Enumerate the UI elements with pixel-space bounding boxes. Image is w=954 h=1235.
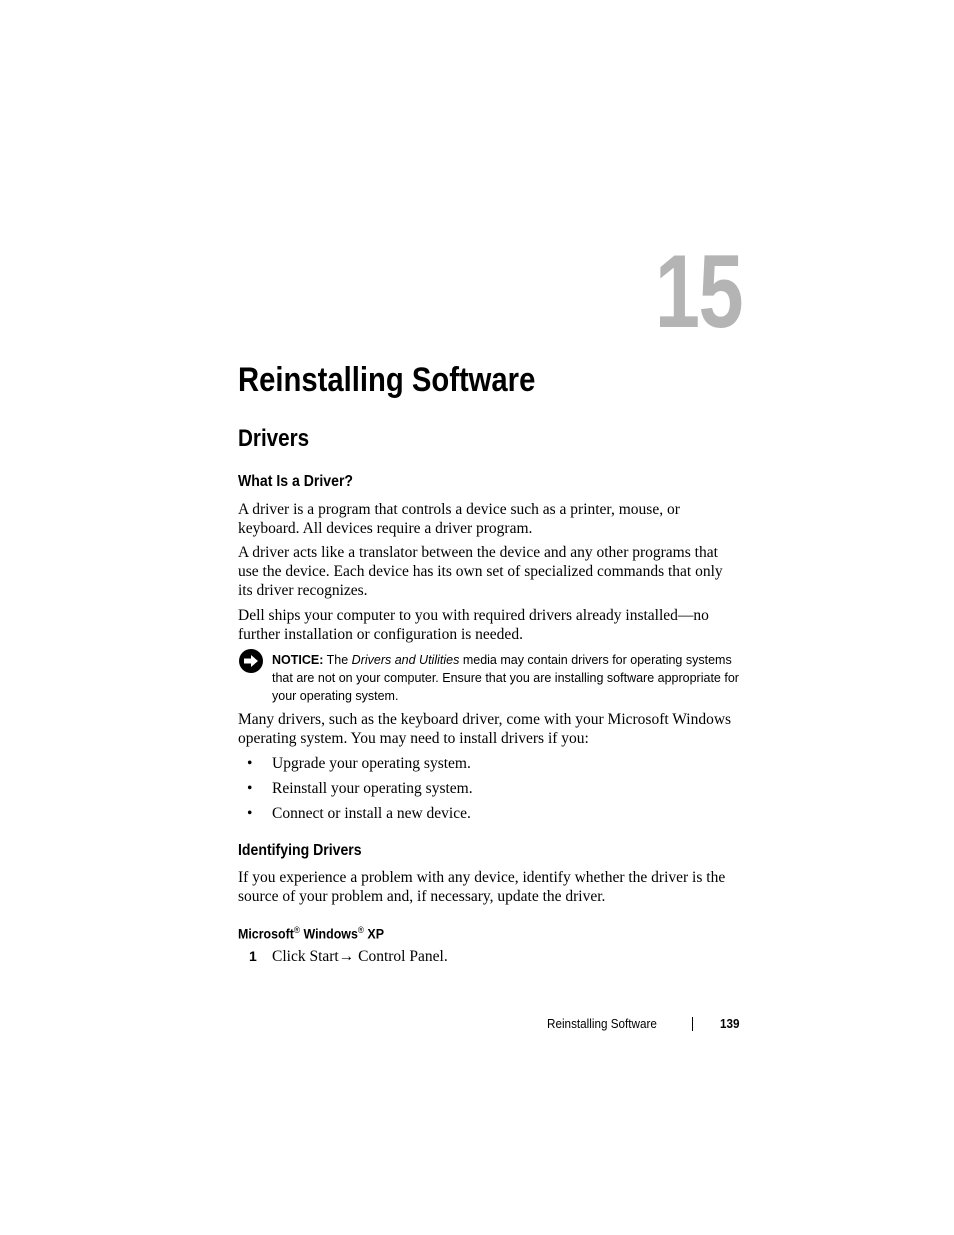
step-start: Start bbox=[309, 948, 339, 965]
notice-label: NOTICE: bbox=[272, 653, 324, 667]
step-arrow: → bbox=[338, 948, 355, 965]
windows-xp-subheading bbox=[238, 920, 384, 945]
paragraph-identifying: If you experience a problem with any device, identify whether the driver is the source of your problem and, if necessary, update the driver. bbox=[238, 869, 726, 905]
step-number: 1 bbox=[249, 948, 257, 964]
list-item: Upgrade your operating system. bbox=[272, 755, 471, 772]
subheading-xp: XP bbox=[367, 926, 385, 942]
notice-arrow-glyph bbox=[239, 649, 263, 673]
step-click: Click bbox=[272, 948, 306, 965]
bullet-marker: • bbox=[247, 805, 253, 822]
registered-mark: ® bbox=[293, 925, 300, 935]
step-period: . bbox=[443, 948, 448, 965]
step-text bbox=[272, 947, 448, 966]
notice-text-post: media may contain drivers for operating systems that are not on your computer. Ensure that you are installing software appropriate for your operating system. bbox=[272, 653, 739, 703]
bullet-marker: • bbox=[247, 755, 253, 772]
chapter-title: Reinstalling Software bbox=[238, 361, 536, 399]
notice-block bbox=[272, 651, 740, 705]
chapter-number: 15 bbox=[654, 234, 742, 350]
step-control-panel: Control Panel bbox=[358, 948, 444, 965]
what-is-driver-heading: What Is a Driver? bbox=[238, 473, 354, 490]
subheading-windows: Windows bbox=[303, 926, 358, 942]
paragraph-preinstalled: Dell ships your computer to you with required drivers already installed—no further installation or configuration is needed. bbox=[238, 607, 709, 643]
notice-arrow-icon bbox=[239, 649, 263, 673]
list-item: Reinstall your operating system. bbox=[272, 780, 473, 797]
registered-mark: ® bbox=[357, 925, 364, 935]
identifying-drivers-heading: Identifying Drivers bbox=[238, 842, 362, 859]
section-title: Drivers bbox=[238, 425, 310, 452]
bullet-marker: • bbox=[247, 780, 253, 797]
subheading-microsoft: Microsoft bbox=[238, 926, 294, 942]
paragraph-windows-drivers: Many drivers, such as the keyboard driver, come with your Microsoft Windows operating system. You may need to install drivers if you: bbox=[238, 711, 732, 747]
notice-text-pre: The bbox=[326, 653, 349, 667]
notice-text-italic: Drivers and Utilities bbox=[351, 653, 460, 667]
footer-title: Reinstalling Software bbox=[547, 1016, 657, 1031]
paragraph-driver-translator: A driver acts like a translator between the device and any other programs that use the device. Each device has its own set of specialized commands that only its driver recognizes. bbox=[238, 544, 723, 599]
list-item: Connect or install a new device. bbox=[272, 805, 471, 822]
page-number: 139 bbox=[720, 1016, 740, 1031]
paragraph-driver-definition: A driver is a program that controls a device such as a printer, mouse, or keyboard. All devices require a driver program. bbox=[238, 501, 680, 537]
footer-separator bbox=[692, 1017, 693, 1031]
